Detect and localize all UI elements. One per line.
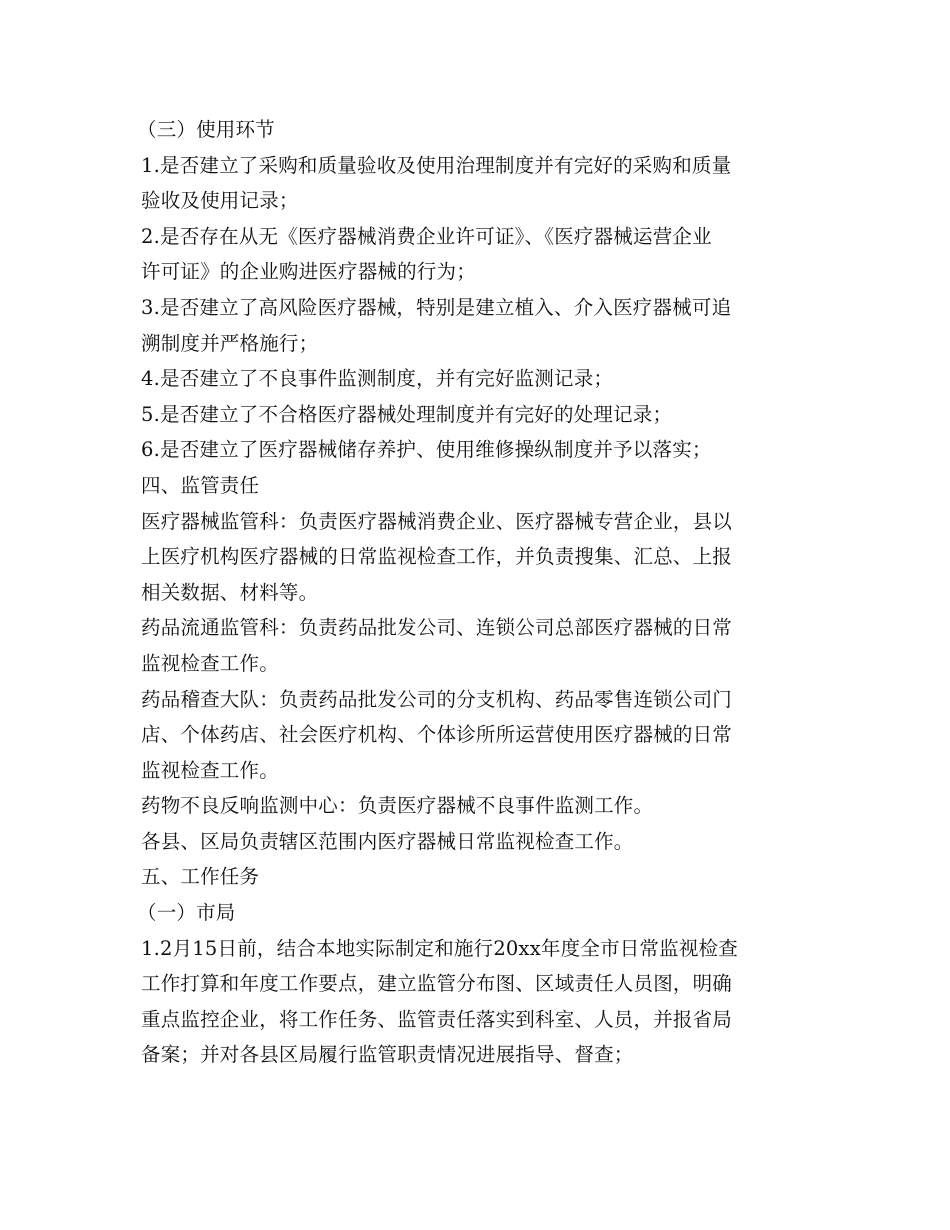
paragraph-line: 许可证》的企业购进医疗器械的行为；	[141, 260, 476, 284]
paragraph-line: 4.是否建立了不良事件监测制度，并有完好监测记录；	[141, 367, 614, 391]
paragraph-line: 溯制度并严格施行；	[141, 331, 319, 355]
paragraph-line: 1.是否建立了采购和质量验收及使用治理制度并有完好的采购和质量	[141, 153, 732, 177]
paragraph-line: 工作打算和年度工作要点，建立监管分布图、区域责任人员图，明确	[141, 972, 733, 996]
paragraph-line: 2.是否存在从无《医疗器械消费企业许可证》、《医疗器械运营企业	[141, 224, 712, 248]
paragraph-line: 药品稽查大队：负责药品批发公司的分支机构、药品零售连锁公司门	[141, 687, 733, 711]
paragraph-line: 药品流通监管科：负责药品批发公司、连锁公司总部医疗器械的日常	[141, 616, 733, 640]
paragraph-line: 医疗器械监管科：负责医疗器械消费企业、医疗器械专营企业，县以	[141, 509, 733, 533]
paragraph-line: 监视检查工作。	[141, 651, 279, 675]
paragraph-line: 1.2月15日前，结合本地实际制定和施行20xx年度全市日常监视检查	[141, 936, 738, 960]
paragraph-line: 药物不良反响监测中心：负责医疗器械不良事件监测工作。	[141, 794, 654, 818]
paragraph-line: 6.是否建立了医疗器械储存养护、使用维修操纵制度并予以落实；	[141, 438, 712, 462]
paragraph-line: 上医疗机构医疗器械的日常监视检查工作，并负责搜集、汇总、上报	[141, 545, 733, 569]
paragraph-line: 验收及使用记录；	[141, 189, 299, 213]
document-body	[137, 112, 813, 1073]
paragraph-line: 3.是否建立了高风险医疗器械，特别是建立植入、介入医疗器械可追	[141, 295, 732, 319]
subsection-heading-usage: （三）使用环节	[137, 118, 275, 141]
subsection-heading-city-bureau: （一）市局	[137, 901, 236, 925]
paragraph-line: 重点监控企业，将工作任务、监管责任落实到科室、人员，并报省局	[141, 1007, 733, 1031]
paragraph-line: 监视检查工作。	[141, 758, 279, 782]
paragraph-line: 备案；并对各县区局履行监管职责情况进展指导、督查；	[141, 1043, 634, 1067]
paragraph-line: 店、个体药店、社会医疗机构、个体诊所所运营使用医疗器械的日常	[141, 723, 733, 747]
section-heading-responsibility: 四、监管责任	[141, 473, 260, 497]
paragraph-line: 各县、区局负责辖区范围内医疗器械日常监视检查工作。	[141, 829, 634, 853]
paragraph-line: 5.是否建立了不合格医疗器械处理制度并有完好的处理记录；	[141, 402, 673, 426]
section-heading-tasks: 五、工作任务	[141, 865, 260, 889]
paragraph-line: 相关数据、材料等。	[141, 580, 319, 604]
